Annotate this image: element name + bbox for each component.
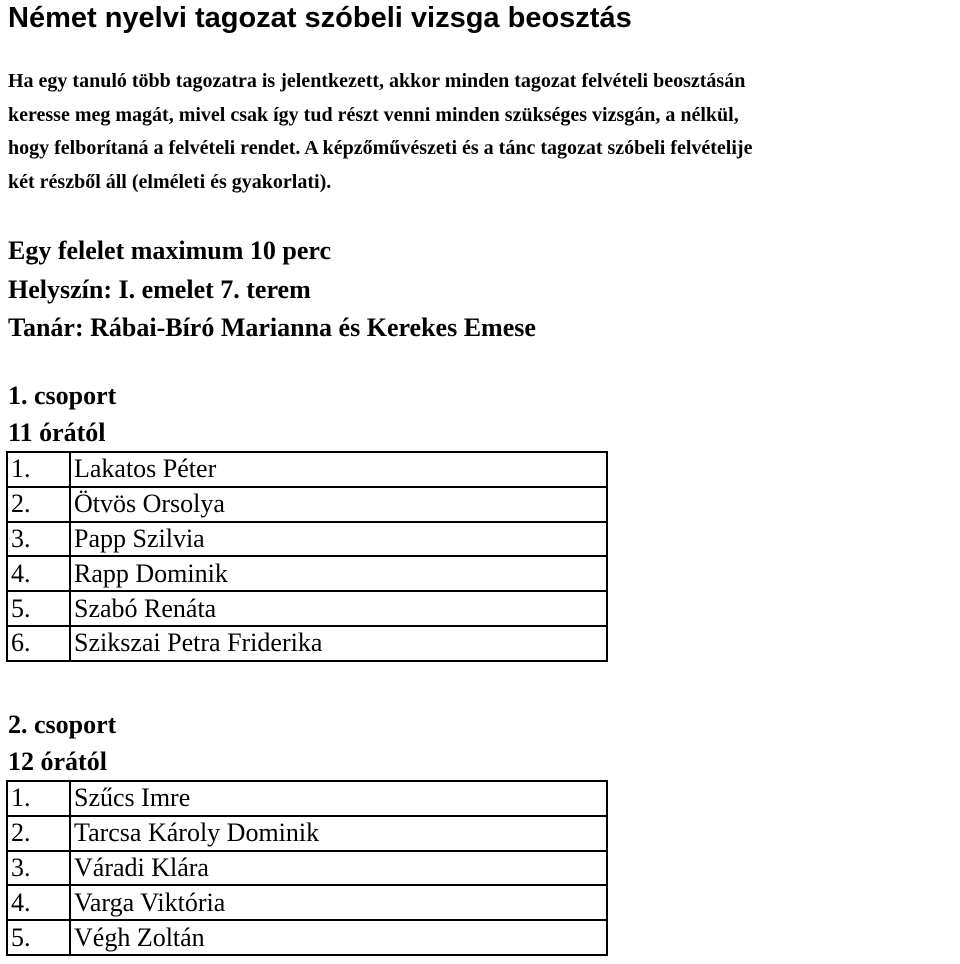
group-1-roster	[6, 451, 608, 662]
student-name: Szabó Renáta	[70, 591, 607, 626]
group-2-roster	[6, 780, 608, 956]
table-row	[7, 487, 607, 522]
student-name: Varga Viktória	[70, 885, 607, 920]
table-row	[7, 885, 607, 920]
student-name: Tarcsa Károly Dominik	[70, 816, 607, 851]
table-row	[7, 626, 607, 661]
table-row	[7, 522, 607, 557]
student-name: Papp Szilvia	[70, 522, 607, 557]
row-number: 1.	[7, 452, 70, 487]
student-name: Végh Zoltán	[70, 920, 607, 955]
intro-line: két részből áll (elméleti és gyakorlati).	[8, 170, 332, 193]
table-row	[7, 920, 607, 955]
table-row	[7, 452, 607, 487]
row-number: 4.	[7, 556, 70, 591]
intro-line: keresse meg magát, mivel csak így tud részt venni minden szükséges vizsgán, a nélkül,	[8, 103, 739, 126]
intro-paragraph	[8, 65, 958, 199]
row-number: 3.	[7, 851, 70, 886]
student-name: Váradi Klára	[70, 851, 607, 886]
group-2-time: 12 órától	[8, 746, 107, 776]
table-row	[7, 556, 607, 591]
exam-info	[8, 232, 536, 348]
group-1-header	[8, 378, 116, 451]
student-name: Szikszai Petra Friderika	[70, 626, 607, 661]
table-row	[7, 851, 607, 886]
teachers-text: Tanár: Rábai-Bíró Marianna és Kerekes Emese	[8, 313, 536, 342]
location-text: Helyszín: I. emelet 7. terem	[8, 274, 311, 304]
row-number: 2.	[7, 487, 70, 522]
page-title: Német nyelvi tagozat szóbeli vizsga beosztás	[8, 2, 632, 34]
row-number: 6.	[7, 626, 70, 661]
table-row	[7, 591, 607, 626]
group-1-time: 11 órától	[8, 417, 106, 447]
row-number: 5.	[7, 591, 70, 626]
intro-line: Ha egy tanuló több tagozatra is jelentkezett, akkor minden tagozat felvételi beosztásán	[8, 70, 746, 92]
group-1-name: 1. csoport	[8, 381, 117, 410]
table-row	[7, 816, 607, 851]
student-name: Rapp Dominik	[70, 556, 607, 591]
row-number: 4.	[7, 885, 70, 920]
intro-line: hogy felborítaná a felvételi rendet. A képzőművészeti és a tánc tagozat szóbeli felvételije	[8, 137, 753, 159]
row-number: 3.	[7, 522, 70, 557]
row-number: 1.	[7, 781, 70, 816]
student-name: Lakatos Péter	[70, 452, 607, 487]
student-name: Szűcs Imre	[70, 781, 607, 816]
group-2-header	[8, 707, 116, 780]
row-number: 2.	[7, 816, 70, 851]
student-name: Ötvös Orsolya	[70, 487, 607, 522]
group-2-name: 2. csoport	[8, 710, 117, 739]
duration-text: Egy felelet maximum 10 perc	[8, 236, 331, 265]
table-row	[7, 781, 607, 816]
row-number: 5.	[7, 920, 70, 955]
